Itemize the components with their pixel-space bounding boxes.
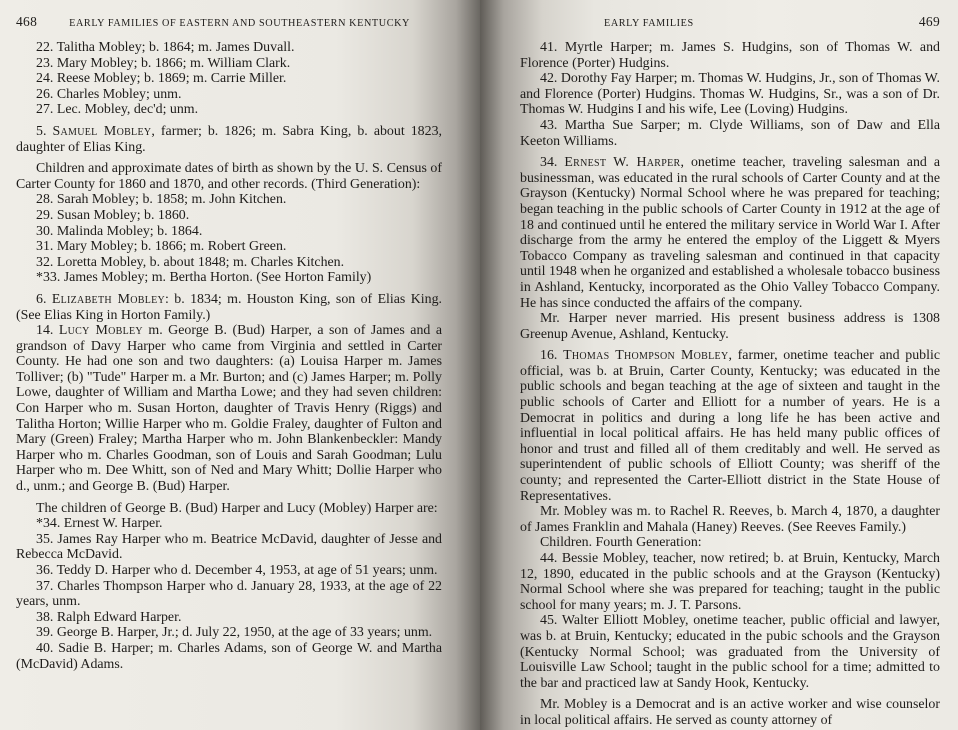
entry-number: 16. (540, 348, 564, 364)
left-page-paragraph (16, 563, 442, 579)
left-page-paragraph (16, 161, 442, 192)
paragraph-text: 23. Mary Mobley; b. 1866; m. William Clark. (36, 55, 291, 71)
left-page-paragraph (16, 40, 442, 56)
left-page-paragraph (16, 532, 442, 563)
entry-number: 5. (36, 123, 53, 139)
paragraph-text: 26. Charles Mobley; unm. (36, 86, 182, 102)
right-page-paragraph (520, 348, 940, 504)
left-page-paragraph (16, 501, 442, 517)
entry-number: 6. (36, 291, 52, 307)
left-page-paragraph (16, 102, 442, 118)
paragraph-text: The children of George B. (Bud) Harper and Lucy (Mobley) Harper are: (36, 500, 438, 516)
paragraph-text: *33. James Mobley; m. Bertha Horton. (See Horton Family) (36, 270, 372, 286)
paragraph-text: 31. Mary Mobley; b. 1866; m. Robert Green. (36, 239, 287, 255)
person-name: Samuel Mobley (52, 123, 152, 139)
left-page-paragraph (16, 224, 442, 240)
paragraph-text: Mr. Harper never married. His present business address is 1308 Greenup Avenue, Ashland, Kentucky. (520, 311, 940, 342)
paragraph-text: Mr. Mobley was m. to Rachel R. Reeves, b. March 4, 1870, a daughter of James Franklin and Mahala (Haney) Reeves. (See Reeves Family.) (520, 504, 940, 535)
paragraph-text: 40. Sadie B. Harper; m. Charles Adams, son of George W. and Martha (McDavid) Adams. (16, 640, 442, 672)
left-page-paragraph (16, 255, 442, 271)
entry-number: 34. (540, 155, 565, 171)
paragraph-text: 37. Charles Thompson Harper who d. January 28, 1933, at the age of 22 years, unm. (16, 578, 442, 610)
right-page-paragraph (520, 118, 940, 149)
right-page-paragraph (520, 697, 940, 728)
right-page-paragraph (520, 535, 940, 551)
paragraph-text: , farmer; b. 1826; m. Sabra King, b. about 1823, daughter of Elias King. (16, 123, 442, 155)
paragraph-text: *34. Ernest W. Harper. (36, 516, 163, 532)
right-page-paragraph (520, 71, 940, 118)
right-running-head (520, 14, 940, 30)
right-page (480, 0, 958, 730)
paragraph-text: 35. James Ray Harper who m. Beatrice McDavid, daughter of Jesse and Rebecca McDavid. (16, 531, 442, 563)
paragraph-text: Mr. Mobley is a Democrat and is an active worker and wise counselor in local political affairs. He served as county attorney of (520, 697, 940, 728)
left-page-paragraph (16, 610, 442, 626)
paragraph-text: Children. Fourth Generation: (540, 535, 702, 551)
paragraph-text: : b. 1834; m. Houston King, son of Elias King. (See Elias King in Horton Family.) (16, 291, 442, 323)
right-running-title: EARLY FAMILIES (604, 18, 694, 29)
right-page-paragraph (520, 155, 940, 311)
left-page-paragraph (16, 71, 442, 87)
left-page-paragraph (16, 87, 442, 103)
paragraph-text: 36. Teddy D. Harper who d. December 4, 1953, at age of 51 years; unm. (36, 563, 438, 578)
entry-number: 14. (36, 323, 59, 339)
left-page-paragraph (16, 124, 442, 155)
right-page-paragraph (520, 613, 940, 691)
paragraph-text: Children and approximate dates of birth as shown by the U. S. Census of Carter County for 1860 and 1870, and other records. (Third Generation): (16, 161, 442, 192)
right-page-paragraph (520, 40, 940, 71)
left-page-paragraph (16, 579, 442, 610)
paragraph-text: 43. Martha Sue Sarper; m. Clyde Williams, son of Daw and Ella Keeton Williams. (520, 117, 940, 149)
left-page-paragraph (16, 323, 442, 495)
right-page-paragraph (520, 504, 940, 535)
left-page-paragraph (16, 56, 442, 72)
person-name: Lucy Mobley (58, 323, 143, 339)
left-page-paragraph (16, 625, 442, 641)
right-page-paragraph (520, 311, 940, 342)
person-name: Ernest W. Harper (564, 155, 681, 171)
paragraph-text: 32. Loretta Mobley, b. about 1848; m. Charles Kitchen. (36, 254, 345, 270)
paragraph-text: , onetime teacher, traveling salesman and a businessman, was educated in the rural schools of Carter County and at the Grayson (Kentucky) Normal School where he was prepared for teaching; began teaching in the public schools of Carter County in 1912 at the age of 18 and continued until he entered the military service in World War I. After discharge from the army he entered the employ of the Liggett & Myers Tobacco Company as traveling salesman and continued in that capacity until 1948 when he organized and established a wholesale tobacco business in Ashland, Kentucky, incorporated as the Ohio Valley Tobacco Company. He has since conducted the affairs of the company. (520, 155, 940, 311)
paragraph-text: 39. George B. Harper, Jr.; d. July 22, 1950, at the age of 33 years; unm. (36, 625, 433, 641)
paragraph-text: 27. Lec. Mobley, dec'd; unm. (36, 102, 199, 118)
right-page-number: 469 (918, 14, 940, 29)
left-page-paragraph (16, 641, 442, 672)
paragraph-text: 24. Reese Mobley; b. 1869; m. Carrie Miller. (36, 71, 287, 87)
right-page-text (520, 40, 940, 729)
paragraph-text: , farmer, onetime teacher and public official, was b. at Bruin, Carter County, Kentucky; was educated in the public schools and began teaching at the age of sixteen and taught in the public schools of Carter and Elliott for a number of years. He is a Democrat in politics and during a long life he has been active and influential in local political affairs. He has held many public offices of honor and trust and filled all of them creditably and well. He served as superintendent of public schools of Elliott County; was sheriff of the county; and represented the Carter-Elliott district in the State House of Representatives. (520, 348, 940, 504)
paragraph-text: 29. Susan Mobley; b. 1860. (36, 207, 190, 223)
paragraph-text: 41. Myrtle Harper; m. James S. Hudgins, son of Thomas W. and Florence (Porter) Hudgins. (520, 40, 940, 71)
left-page-paragraph (16, 239, 442, 255)
left-page-paragraph (16, 208, 442, 224)
paragraph-text: 44. Bessie Mobley, teacher, now retired; b. at Bruin, Kentucky, March 12, 1890, educated in the public schools and at the Grayson (Kentucky) Normal School where she was prepared for teaching; taught in the public school for many years; m. J. T. Parsons. (520, 551, 940, 613)
right-page-paragraph (520, 551, 940, 613)
paragraph-text: 42. Dorothy Fay Harper; m. Thomas W. Hudgins, Jr., son of Thomas W. and Florence (Porter) Hudgins. Thomas W. Hudgins, Sr., was a son of Dr. Thomas W. Hudgins I and his wife, Lee (Loving) Hudgins. (520, 71, 940, 118)
paragraph-text: 38. Ralph Edward Harper. (36, 609, 182, 625)
left-page-text (16, 40, 442, 672)
paragraph-text: 28. Sarah Mobley; b. 1858; m. John Kitchen. (36, 192, 287, 208)
left-running-title: EARLY FAMILIES OF EASTERN AND SOUTHEASTERN KENTUCKY (69, 18, 411, 29)
person-name: Elizabeth Mobley (51, 291, 166, 307)
left-page-paragraph (16, 292, 442, 323)
paragraph-text: 22. Talitha Mobley; b. 1864; m. James Duvall. (36, 40, 295, 55)
paragraph-text: 45. Walter Elliott Mobley, onetime teacher, public official and lawyer, was b. at Bruin, Kentucky; educated in the pubic schools and the Grayson (Kentucky Normal School; was graduated from the University of Louisville Law School; taught in the public school for a time; admitted to the bar and practiced law at Sandy Hook, Kentucky. (520, 613, 940, 691)
left-page-paragraph (16, 270, 442, 286)
left-page-number: 468 (16, 14, 38, 29)
left-page-paragraph (16, 192, 442, 208)
paragraph-text: 30. Malinda Mobley; b. 1864. (36, 223, 203, 239)
left-running-head (16, 14, 442, 30)
person-name: Thomas Thompson Mobley (563, 348, 729, 364)
paragraph-text: m. George B. (Bud) Harper, a son of James and a grandson of Davy Harper who came from Virginia and settled in Carter County. He had one son and two daughters: (a) Louisa Harper m. James Tolliver; (b) "Tude" Harper m. a Mr. Burton; and (c) James Harper; m. Polly Lowe, daughter of William and Martha Lowe; and they had seven children: Con Harper who m. Susan Horton, daughter of Travis Henry (Riggs) and Talitha Horton; Willie Harper who m. Goldie Fraley, daughter of Fulton and Mary (Green) Fraley; Martha Harper who m. John Blankenbeckler: Mandy Harper who m. Charles Goodman, son of Louis and Sarah Goodman; Lulu Harper who m. Dee Whitt, son of Ned and Mary Whitt; Dollie Harper who d., unm.; and George B. (Bud) Harper. (16, 323, 442, 495)
left-page-paragraph (16, 516, 442, 532)
